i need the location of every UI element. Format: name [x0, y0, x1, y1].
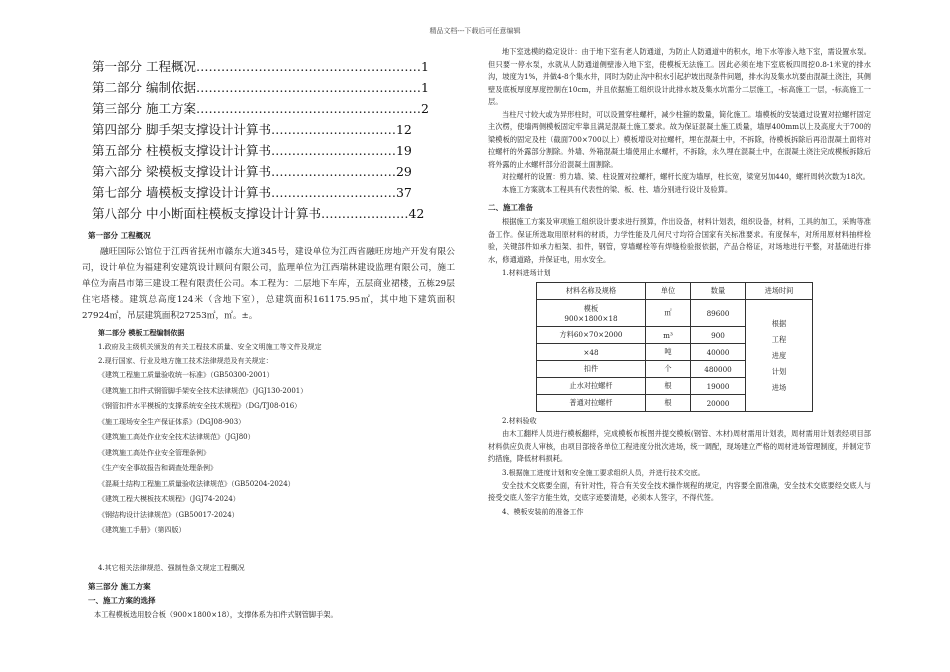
- law-list: [80, 368, 455, 539]
- part2-heading: 第二部分 模板工程编制依据: [98, 328, 185, 337]
- material-acceptance-text: 由木工翻样人员进行模板翻样，完成模板布板图并提交模板(钢管、木材)周材需用计划表，周材需用计划表经项目部材料供应负责人审核，由项目部接各单位工程进度分批次进场，统一调配，现场建立严格的周材进场管理制度，并制定节约措施，降低材料损耗。: [488, 429, 871, 463]
- law-item: 《建筑施工高处作业安全管理条例》: [98, 448, 210, 457]
- left-column: [80, 46, 455, 621]
- basis-item: 2.现行国家、行业及地方施工技术法律规范及有关规定：: [98, 357, 273, 365]
- table-cell: 20000: [691, 395, 746, 412]
- part1-heading: 第一部分 工程概况: [88, 231, 151, 240]
- material-acceptance-title: 2.材料验收: [502, 417, 537, 425]
- table-cell: m³: [646, 327, 691, 344]
- table-header: 单位: [646, 283, 691, 300]
- arrival-time-cell: [746, 300, 813, 412]
- table-cell: 40000: [691, 344, 746, 361]
- table-cell: 根: [646, 378, 691, 395]
- law-item: 《钢结构设计法律规范》（GB50017-2024）: [98, 510, 239, 519]
- tie-rod-paragraph: 当柱尺寸较大或为异形柱时，可以设置穿柱螺杆，减少柱箍的数量，简化施工。墙模板的安装通过设置对拉螺杆固定主次楞，使墙两侧模板固定牢靠且满足混凝土施工要求。故为保证混凝土施工质量，墙厚400mm以上及高度大于700的梁模板的固定及柱（截面700×700以上）模板增设对拉螺杆，埋在混凝土中，不拆除，待模板拆除后再沿混凝土面将对拉螺杆的外露部分割除。外墙、外箱混凝土墙使用止水螺杆，不拆除，永久埋在混凝土中，在混凝土浇注完成模板拆除后将外露的止水螺杆部分沿混凝土面割除。: [488, 109, 871, 169]
- table-cell: 89600: [691, 300, 746, 327]
- table-row: [537, 300, 813, 327]
- table-cell: 吨: [646, 344, 691, 361]
- part1-text: 融旺国际公馆位于江西省抚州市赣东大道345号，建设单位为江西省融旺房地产开发有限公司，设计单位为福建利安建筑设计顾问有限公司，监理单位为江西瑞林建设监理有限公司，施工单位为南昌市第三建设工程有限责任公司。本工程为：二层地下车库，五层商业裙楼，五栋29层住宅塔楼。建筑总高度124米（含地下室），总建筑面积161175.95㎡，其中地下建筑面积27924㎡，吊层建筑面积27253㎡，㎡。±。: [82, 247, 455, 321]
- table-header: 进场时间: [746, 283, 813, 300]
- table-cell: 模板 900×1800×18: [537, 300, 646, 327]
- toc-item[interactable]: 第六部分 梁模板支撑设计计算书…………………………29: [92, 164, 412, 179]
- toc-item[interactable]: 第八部分 中小断面柱模板支撑设计计算书…………………42: [92, 206, 425, 221]
- table-of-contents: [80, 56, 455, 224]
- law-item: 《生产安全事故报告和调查处理条例》: [98, 464, 217, 472]
- plan-selection-heading: 一、施工方案的选择: [88, 595, 156, 605]
- table-header: 数量: [691, 283, 746, 300]
- right-column: [488, 46, 871, 519]
- material-table: [536, 282, 813, 412]
- table-header-row: [537, 283, 813, 300]
- installation-prep-title: 4、模板安装前的准备工作: [502, 507, 584, 516]
- law-item: 《建筑施工扣件式钢管脚手架安全技术法律规范》（JGJ130-2001）: [98, 386, 308, 395]
- table-cell: 900: [691, 327, 746, 344]
- page-header: 精品文档---下载后可任意编辑: [429, 27, 521, 35]
- law-item: 《钢管扣件水平模板的支撑系统安全技术规程》（DG/TJ08-016）: [98, 402, 302, 410]
- toc-item[interactable]: 第二部分 编制依据………………………………………………1: [92, 80, 429, 95]
- basis-item: 4.其它相关法律规范、强制性条文规定工程概况: [98, 563, 245, 572]
- table-header: 材料名称及规格: [537, 283, 646, 300]
- table-cell: 扣件: [537, 361, 646, 378]
- safety-briefing-text: 安全技术交底要全面，有针对性，符合有关安全技术操作规程的规定，内容要全面准确，安全技术交底要经交底人与接受交底人签字方能生效，交底字迹要清楚，必须本人签字，不得代签。: [488, 480, 871, 502]
- table-cell: 止水对拉螺杆: [537, 378, 646, 395]
- table-cell: 方料60×70×2000: [537, 327, 646, 344]
- basement-paragraph: 地下室选模的稳定设计：由于地下室有老人防通道，为防止人防通道中的积水，地下水等渗入地下室，需设置水泵。但只要一停水泵，水就从人防通道侧壁渗入地下室，使模板无法施工。因此必须在地下室底板四周挖0.8-1米宽的排水沟，坡度为1%，并做4-8个集水井，同时为防止沟中积水引起护坡出现条件问题，排水沟及集水坑要由混凝土浇注，其侧壁及底板厚度厚度控制在10cm，并且依据施工组织设计此排水坡及集水坑需分二层施工，-标高施工一层，-标高施工一层。: [488, 47, 871, 106]
- toc-item[interactable]: 第四部分 脚手架支撑设计计算书…………………………12: [92, 122, 412, 137]
- toc-item[interactable]: 第一部分 工程概况………………………………………………1: [92, 59, 429, 74]
- part3-heading: 第三部分 施工方案: [88, 581, 151, 591]
- tie-rod-setting-paragraph: 对拉螺杆的设置：剪力墙、梁、柱设置对拉螺杆，螺杆长度为墙厚，柱长宽，梁宽另加440，螺杆周转次数为18次。: [502, 172, 870, 181]
- law-item: 《建筑施工手册》（第四版）: [98, 526, 186, 534]
- table-cell: 普通对拉螺杆: [537, 395, 646, 412]
- plan-selection-text: 本工程模板选用胶合板（900×1800×18），支撑体系为扣件式钢管脚手架。: [94, 609, 338, 619]
- toc-item[interactable]: 第七部分 墙模板支撑设计计算书…………………………37: [92, 185, 412, 200]
- material-plan-title: 1.材料进场计划: [502, 269, 551, 277]
- law-item: 《混凝土结构工程施工质量验收法律规范》（GB50204-2024）: [98, 479, 295, 488]
- arrival-time-text: 根据工程进度计划进场: [771, 318, 787, 392]
- preparation-paragraph: 根据施工方案及审项施工组织设计要求进行预算，作出设备，材料计划表，组织设备，材料，工具的加工，采购等准备工作。保证所选取用原材料的材质，力学性能及几何尺寸均符合国家有关标准要求。有度保车，对所用原材料抽样检验，关键部件如承力桓架、扣件，钢管，穿墙螺栓等有焊缝检验报依据，产品合格证，对场地进行平整，对基础进行排水，修通道路，并保证电，用水安全。: [488, 217, 871, 264]
- scope-paragraph: 本施工方案就本工程具有代表性的梁、板、柱、墙分别进行设计及验算。: [502, 184, 733, 194]
- table-cell: 根: [646, 395, 691, 412]
- table-cell: 480000: [691, 361, 746, 378]
- preparation-heading: 二、施工准备: [488, 203, 533, 212]
- table-cell: 个: [646, 361, 691, 378]
- table-cell: ㎡: [646, 300, 691, 327]
- table-cell: 19000: [691, 378, 746, 395]
- law-item: 《建筑施工高处作业安全技术法律规范》（JGJ80）: [98, 433, 255, 441]
- briefing-title: 3.根据施工进度计划和安全施工要求组织人员，并进行技术交底。: [502, 468, 705, 477]
- law-item: 《建筑工程大模板技术规程》（JGJ74-2024）: [98, 495, 240, 503]
- toc-item[interactable]: 第三部分 施工方案………………………………………………2: [92, 101, 429, 116]
- toc-item[interactable]: 第五部分 柱模板支撑设计计算书…………………………19: [92, 143, 412, 158]
- basis-item: 1.政府及主级机关颁发的有关工程技术质量、安全文明施工等文件及规定: [98, 343, 322, 351]
- law-item: 《施工现场安全生产保证体系》（DGJ08-903）: [98, 417, 246, 426]
- law-item: 《建筑工程施工质量验收统一标准》（GB50300-2001）: [98, 371, 274, 379]
- table-cell: ×48: [537, 344, 646, 361]
